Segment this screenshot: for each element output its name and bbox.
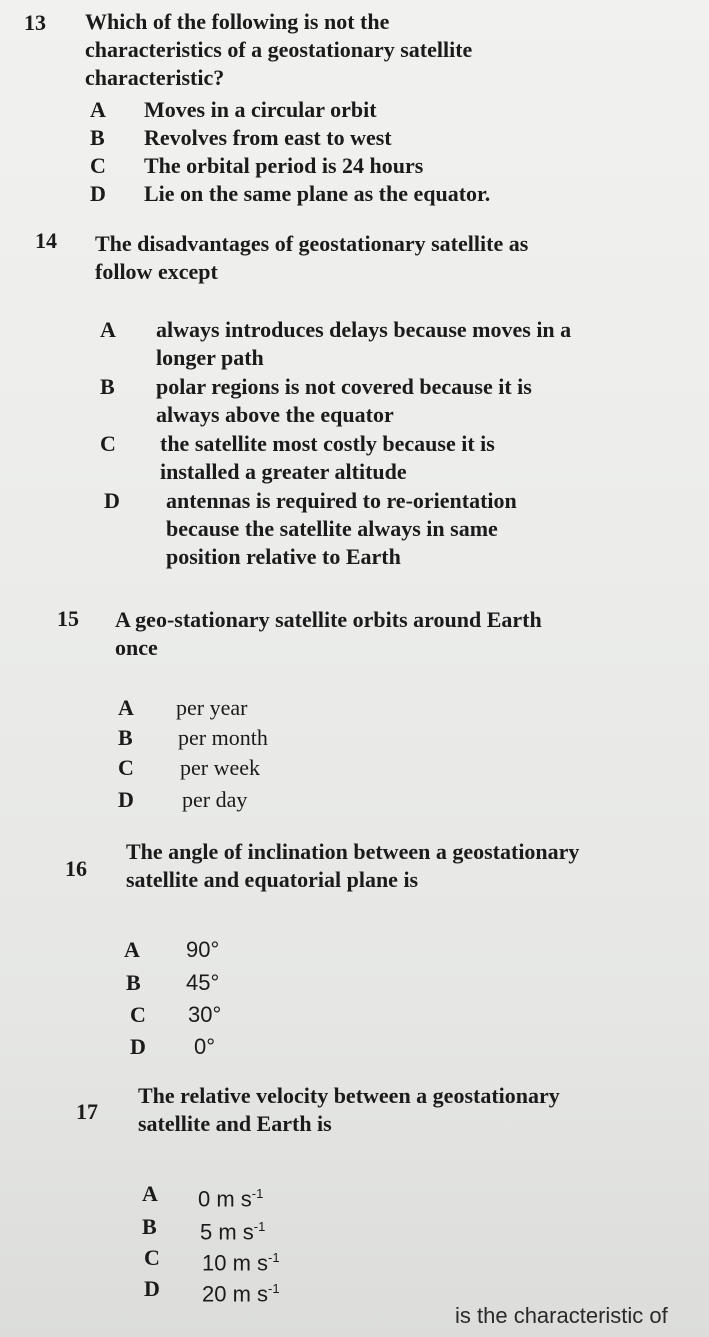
option-text: 45° bbox=[186, 970, 220, 995]
option-letter: C bbox=[144, 1245, 160, 1270]
option-letter: B bbox=[118, 725, 133, 750]
question-stem: A geo-stationary satellite orbits around Earth once bbox=[115, 607, 542, 660]
option-letter: D bbox=[118, 787, 134, 812]
unit-exponent: -1 bbox=[253, 1219, 266, 1234]
question-number: 13 bbox=[24, 10, 46, 35]
option-letter: C bbox=[90, 153, 106, 178]
option-letter: B bbox=[90, 125, 105, 150]
option-d[interactable] bbox=[130, 1033, 430, 1061]
option-text: Moves in a circular orbit bbox=[144, 97, 377, 122]
option-text: 5 m $s^{-1}$ bbox=[200, 1219, 266, 1245]
option-letter: B bbox=[142, 1214, 157, 1239]
option-text: Revolves from east to west bbox=[144, 125, 392, 150]
option-letter: D bbox=[104, 488, 120, 513]
option-text: antennas is required to re-orientation because the satellite always in same position relative to Earth bbox=[166, 488, 517, 569]
option-c[interactable] bbox=[100, 430, 660, 486]
option-text: per day bbox=[182, 787, 248, 812]
option-a[interactable] bbox=[90, 96, 690, 124]
unit-exponent: -1 bbox=[268, 1250, 280, 1265]
option-b[interactable] bbox=[142, 1213, 442, 1245]
option-letter: A bbox=[124, 937, 140, 962]
option-text: per week bbox=[180, 755, 261, 780]
option-letter: C bbox=[118, 755, 134, 780]
question-stem: The relative velocity between a geostationary satellite and Earth is bbox=[138, 1083, 560, 1136]
option-letter: C bbox=[100, 431, 116, 456]
option-text: 0° bbox=[194, 1034, 216, 1059]
option-d[interactable] bbox=[144, 1275, 444, 1307]
option-letter: A bbox=[142, 1181, 158, 1206]
option-d[interactable] bbox=[118, 786, 418, 814]
option-text: per year bbox=[176, 695, 248, 720]
option-b[interactable] bbox=[126, 969, 426, 997]
option-b[interactable] bbox=[118, 724, 418, 752]
option-letter: A bbox=[118, 695, 134, 720]
question-number: 14 bbox=[35, 228, 57, 253]
option-d[interactable] bbox=[90, 180, 690, 208]
option-letter: D bbox=[90, 181, 106, 206]
option-c[interactable] bbox=[144, 1244, 444, 1276]
option-a[interactable] bbox=[118, 694, 418, 722]
option-text: polar regions is not covered because it is always above the equator bbox=[156, 374, 532, 427]
option-c[interactable] bbox=[118, 754, 418, 782]
option-letter: D bbox=[144, 1276, 160, 1301]
unit-exponent: -1 bbox=[268, 1281, 280, 1296]
question-number: 17 bbox=[76, 1099, 98, 1124]
option-a[interactable] bbox=[124, 936, 424, 964]
question-stem: The disadvantages of geostationary satellite as follow except bbox=[95, 231, 529, 284]
question-number: 15 bbox=[57, 606, 79, 631]
question-number: 16 bbox=[65, 856, 87, 881]
option-text: The orbital period is 24 hours bbox=[144, 153, 424, 178]
option-d[interactable] bbox=[104, 487, 664, 571]
option-text: the satellite most costly because it is installed a greater altitude bbox=[160, 431, 495, 484]
option-text: Lie on the same plane as the equator. bbox=[144, 181, 491, 206]
option-b[interactable] bbox=[100, 373, 660, 429]
option-letter: A bbox=[90, 97, 106, 122]
option-a[interactable] bbox=[142, 1180, 442, 1212]
option-text: 90° bbox=[186, 937, 220, 962]
option-letter: B bbox=[100, 374, 115, 399]
question-stem: Which of the following is not the characteristics of a geostationary satellite characteristic? bbox=[85, 9, 473, 90]
option-a[interactable] bbox=[100, 316, 660, 372]
option-letter: C bbox=[130, 1002, 146, 1027]
option-text: 20 m $s^{-1}$ bbox=[202, 1281, 280, 1307]
option-text: always introduces delays because moves in a longer path bbox=[156, 317, 572, 370]
question-stem: The angle of inclination between a geostationary satellite and equatorial plane is bbox=[126, 839, 580, 892]
option-text: 30° bbox=[188, 1002, 222, 1027]
option-text: per month bbox=[178, 725, 268, 750]
option-letter: D bbox=[130, 1034, 146, 1059]
option-text: 10 m $s^{-1}$ bbox=[202, 1250, 280, 1276]
unit-exponent: -1 bbox=[251, 1186, 264, 1201]
option-c[interactable] bbox=[90, 152, 690, 180]
option-text: 0 m $s^{-1}$ bbox=[198, 1186, 264, 1212]
next-question-fragment: is the characteristic of bbox=[455, 1303, 668, 1328]
option-b[interactable] bbox=[90, 124, 690, 152]
option-c[interactable] bbox=[130, 1001, 430, 1029]
option-letter: B bbox=[126, 970, 141, 995]
option-letter: A bbox=[100, 317, 116, 342]
